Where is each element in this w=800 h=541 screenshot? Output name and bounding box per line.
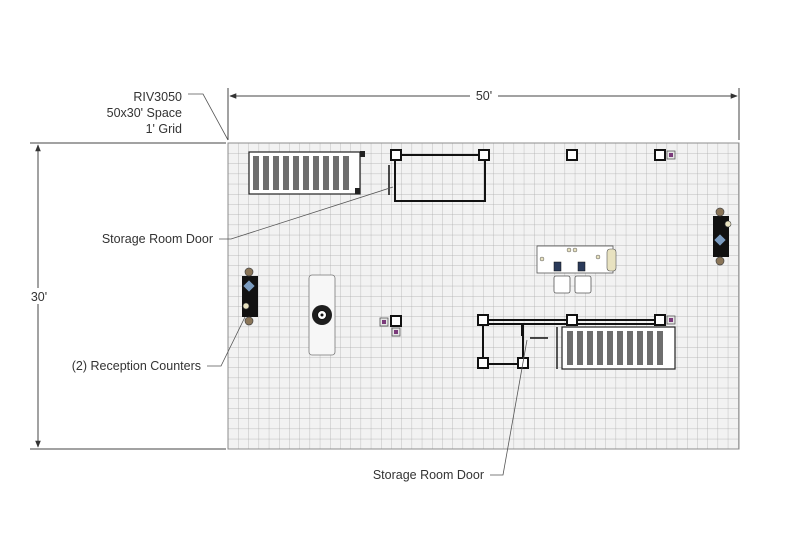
truss-post-top-right bbox=[655, 150, 675, 160]
truss-post-top-center bbox=[567, 150, 577, 160]
stair-top-left bbox=[249, 151, 365, 194]
title-block bbox=[107, 90, 228, 140]
storage-door-bottom-label: Storage Room Door bbox=[372, 468, 484, 482]
width-label: 50' bbox=[475, 89, 493, 103]
callout-reception bbox=[72, 317, 245, 373]
grid-size: 1' Grid bbox=[145, 122, 182, 136]
stair-bottom-right bbox=[557, 327, 675, 369]
width-dimension bbox=[228, 88, 739, 140]
booth-id: RIV3050 bbox=[133, 90, 182, 104]
reception-counter-right bbox=[713, 208, 731, 265]
display-platform bbox=[309, 275, 335, 355]
storage-door-top-label: Storage Room Door bbox=[101, 232, 213, 246]
reception-label: (2) Reception Counters bbox=[71, 359, 201, 373]
title-leader bbox=[188, 94, 228, 140]
space-size: 50x30' Space bbox=[106, 106, 182, 120]
depth-dimension bbox=[28, 143, 226, 449]
depth-label: 30' bbox=[30, 290, 48, 304]
reception-counter-left bbox=[242, 268, 258, 325]
